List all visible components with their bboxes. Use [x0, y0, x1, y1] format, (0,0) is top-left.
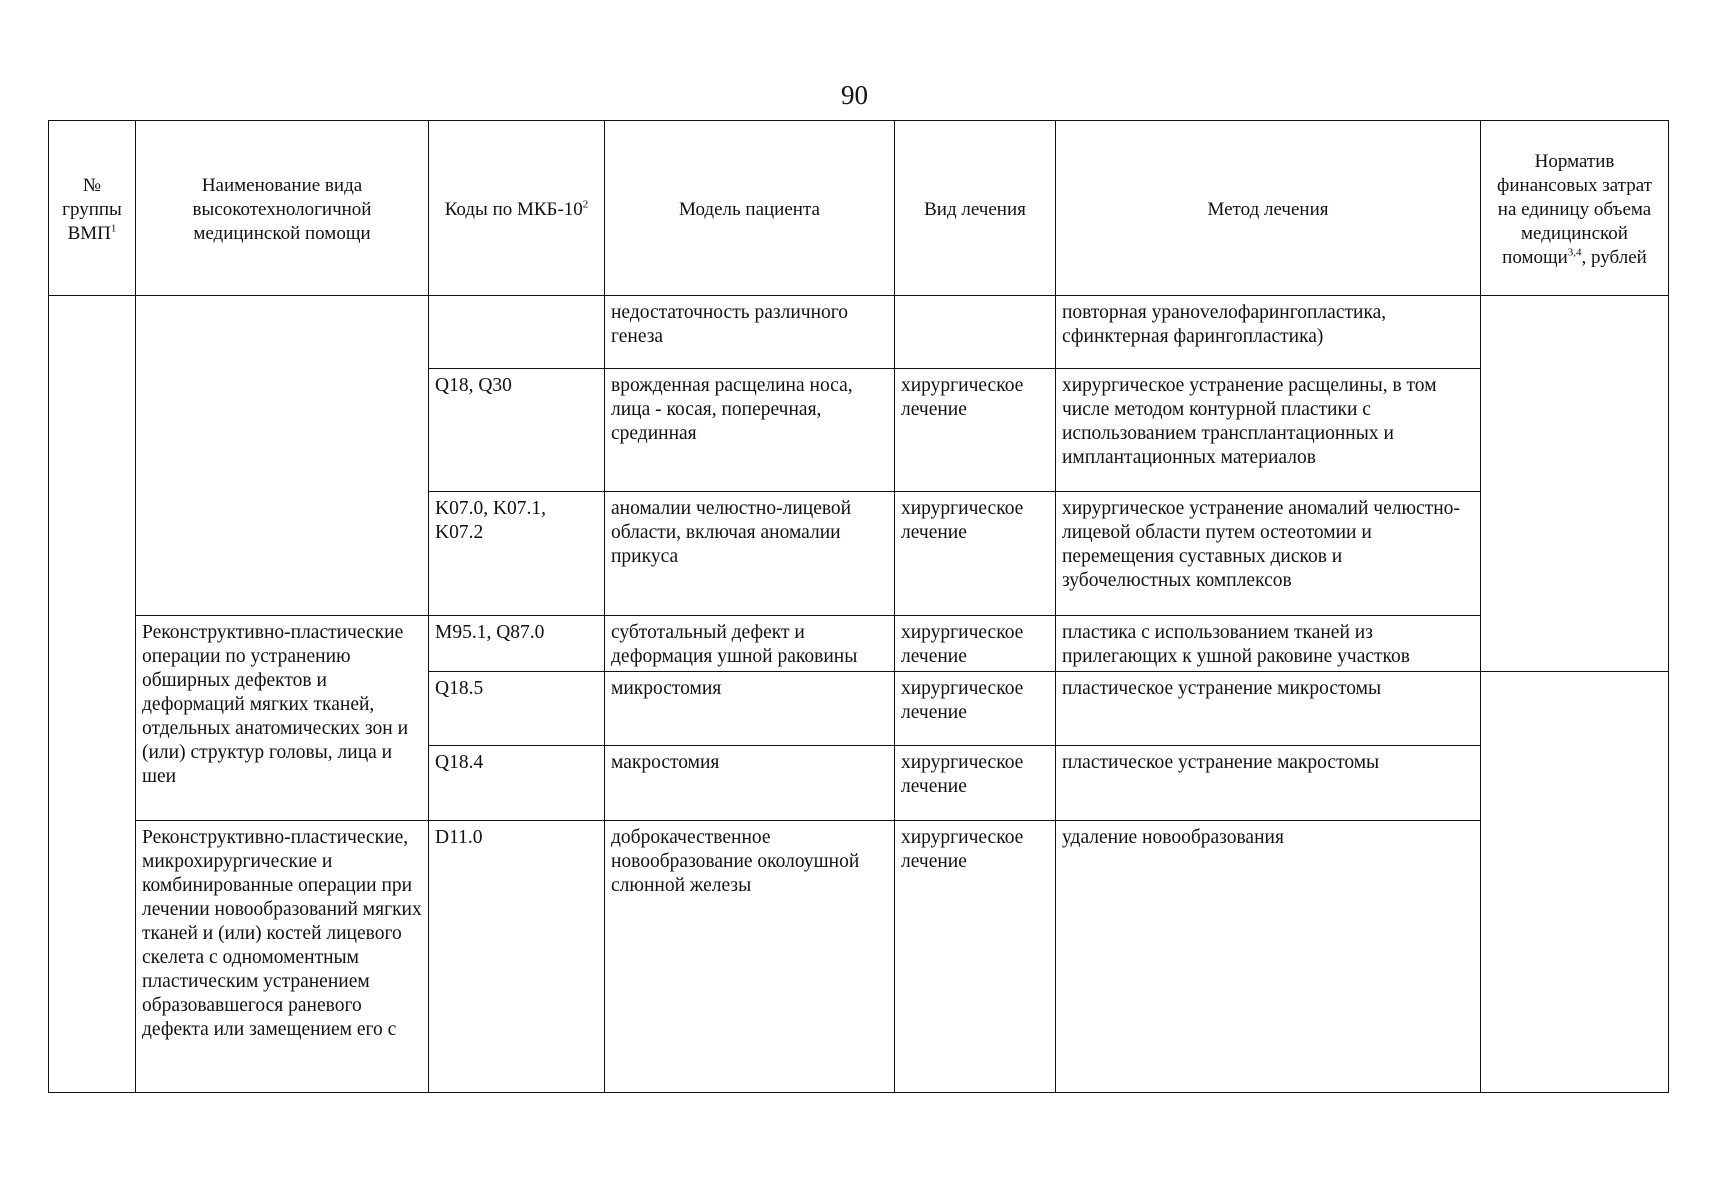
header-treatment-type: Вид лечения [895, 121, 1056, 296]
treatment-type-cell [895, 296, 1056, 369]
treatment-method-cell: пластическое устранение микростомы [1056, 672, 1481, 746]
treatment-method-cell: пластическое устранение макростомы [1056, 746, 1481, 821]
vmp-name-cell: Реконструктивно-пластические, микрохирургические и комбинированные операции при лечении новообразований мягких тканей и (или) костей лицевого скелета с одномоментным пластическим устранением образовавшегося раневого дефекта или замещением его с [136, 821, 429, 1093]
header-icd-codes: Коды по МКБ-$10^2$ [429, 121, 605, 296]
header-patient-model: Модель пациента [605, 121, 895, 296]
patient-model-cell: врожденная расщелина носа, лица - косая, поперечная, срединная [605, 369, 895, 492]
patient-model-cell: микростомия [605, 672, 895, 746]
header-group-no: № группы ВМП$^1$ [49, 121, 136, 296]
cost-norm-cell [1481, 672, 1669, 1093]
header-cost-norm: Норматив финансовых затрат на единицу объема медицинской помощи$^{3,4}$, рублей [1481, 121, 1669, 296]
table-row [49, 296, 1669, 369]
vmp-table [48, 120, 1669, 1093]
patient-model-cell: недостаточность различного генеза [605, 296, 895, 369]
cost-norm-cell [1481, 296, 1669, 672]
group-no-cell [49, 296, 136, 1093]
treatment-type-cell: хирургическое лечение [895, 369, 1056, 492]
treatment-method-cell: удаление новообразования [1056, 821, 1481, 1093]
icd-codes-cell: D11.0 [429, 821, 605, 1093]
header-treatment-method: Метод лечения [1056, 121, 1481, 296]
table-row [49, 821, 1669, 1093]
vmp-name-cell [136, 296, 429, 616]
treatment-method-cell: повторная ураноvелофарингопластика, сфинктерная фарингопластика) [1056, 296, 1481, 369]
table-row [49, 616, 1669, 672]
treatment-type-cell: хирургическое лечение [895, 616, 1056, 672]
header-vmp-name: Наименование вида высокотехнологичной медицинской помощи [136, 121, 429, 296]
patient-model-cell: доброкачественное новообразование околоушной слюнной железы [605, 821, 895, 1093]
patient-model-cell: субтотальный дефект и деформация ушной раковины [605, 616, 895, 672]
table-header-row [49, 121, 1669, 296]
icd-codes-cell: Q18.5 [429, 672, 605, 746]
treatment-type-cell: хирургическое лечение [895, 821, 1056, 1093]
page-number: 90 [841, 80, 868, 110]
patient-model-cell: аномалии челюстно-лицевой области, включая аномалии прикуса [605, 492, 895, 616]
icd-codes-cell: Q18.4 [429, 746, 605, 821]
treatment-method-cell: пластика с использованием тканей из прилегающих к ушной раковине участков [1056, 616, 1481, 672]
patient-model-cell: макростомия [605, 746, 895, 821]
treatment-method-cell: хирургическое устранение расщелины, в том числе методом контурной пластики с использованием трансплантационных и имплантационных материалов [1056, 369, 1481, 492]
icd-codes-cell [429, 296, 605, 369]
treatment-type-cell: хирургическое лечение [895, 672, 1056, 746]
treatment-type-cell: хирургическое лечение [895, 492, 1056, 616]
vmp-name-cell: Реконструктивно-пластические операции по устранению обширных дефектов и деформаций мягких тканей, отдельных анатомических зон и (или) структур головы, лица и шеи [136, 616, 429, 821]
treatment-method-cell: хирургическое устранение аномалий челюстно-лицевой области путем остеотомии и перемещения суставных дисков и зубочелюстных комплексов [1056, 492, 1481, 616]
icd-codes-cell: Q18, Q30 [429, 369, 605, 492]
icd-codes-cell: M95.1, Q87.0 [429, 616, 605, 672]
treatment-type-cell: хирургическое лечение [895, 746, 1056, 821]
icd-codes-cell: K07.0, K07.1, K07.2 [429, 492, 605, 616]
